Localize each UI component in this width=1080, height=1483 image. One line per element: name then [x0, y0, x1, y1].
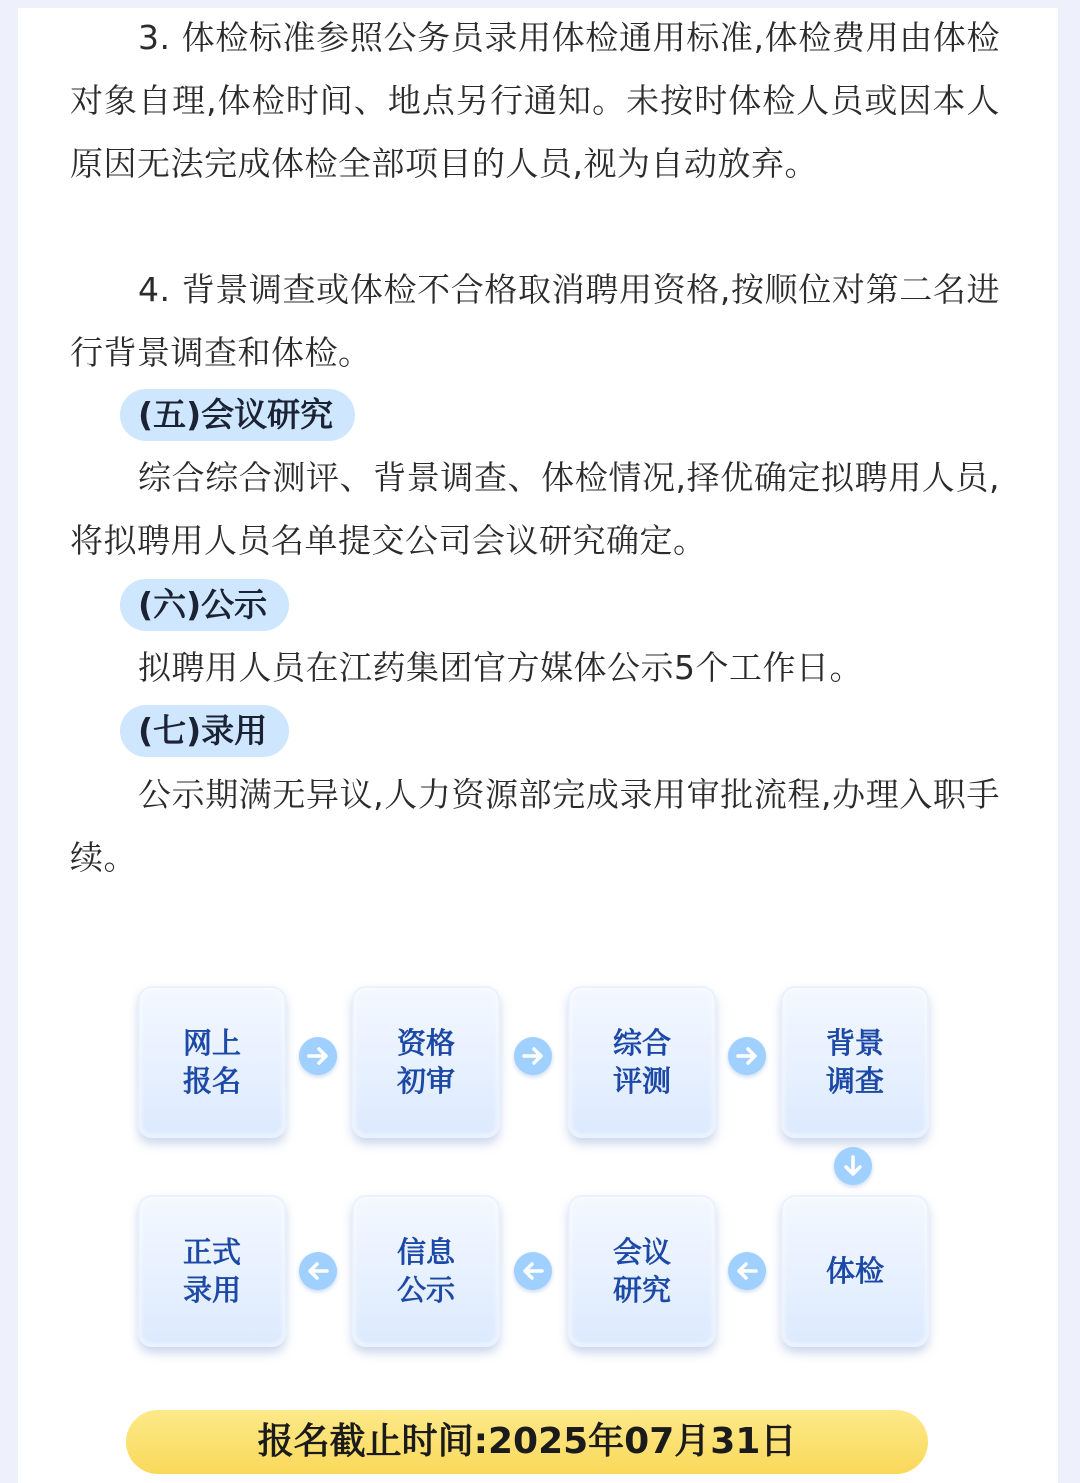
arrow-right-icon: [728, 1037, 766, 1075]
flow-step-qualification-review: 资格初审: [352, 986, 500, 1138]
arrow-left-icon: [514, 1252, 552, 1290]
flow-step-official-hire: 正式录用: [138, 1195, 286, 1347]
flow-step-background-check: 背景调查: [781, 986, 929, 1138]
paragraph-item-4: 4. 背景调查或体检不合格取消聘用资格,按顺位对第二名进行背景调查和体检。: [70, 270, 1000, 372]
section-heading-publicity: (六)公示: [120, 579, 289, 631]
section-heading-meeting: (五)会议研究: [120, 389, 355, 441]
deadline-banner: 报名截止时间:2025年07月31日: [126, 1410, 928, 1474]
arrow-left-icon: [728, 1252, 766, 1290]
paragraph-hiring: 公示期满无异议,人力资源部完成录用审批流程,办理入职手续。: [70, 775, 1000, 877]
arrow-down-icon: [834, 1147, 872, 1185]
flow-step-info-publicity: 信息公示: [352, 1195, 500, 1347]
paragraph-item-3: 3. 体检标准参照公务员录用体检通用标准,体检费用由体检对象自理,体检时间、地点另行通知。未按时体检人员或因本人原因无法完成体检全部项目的人员,视为自动放弃。: [70, 18, 1000, 183]
flow-step-meeting: 会议研究: [568, 1195, 716, 1347]
paragraph-meeting: 综合综合测评、背景调查、体检情况,择优确定拟聘用人员,将拟聘用人员名单提交公司会议研究确定。: [70, 458, 1000, 560]
arrow-right-icon: [514, 1037, 552, 1075]
flow-step-online-signup: 网上报名: [138, 986, 286, 1138]
flow-step-medical-exam: 体检: [781, 1195, 929, 1347]
flow-step-assessment: 综合评测: [568, 986, 716, 1138]
paragraph-publicity: 拟聘用人员在江药集团官方媒体公示5个工作日。: [138, 648, 863, 687]
section-heading-hiring: (七)录用: [120, 705, 289, 757]
arrow-right-icon: [299, 1037, 337, 1075]
arrow-left-icon: [299, 1252, 337, 1290]
